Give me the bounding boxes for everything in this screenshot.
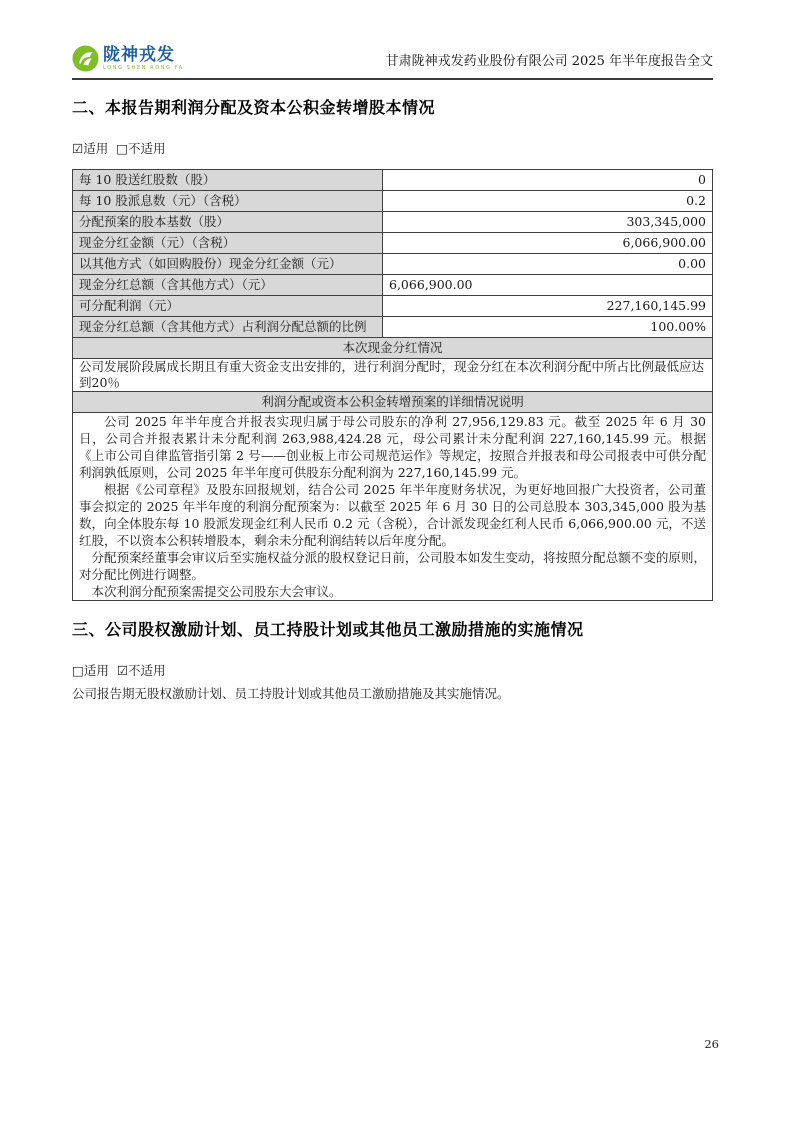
checkbox-unchecked-icon: □ — [72, 663, 84, 678]
applicable-label: 适用 — [83, 141, 109, 156]
applicable-label: 适用 — [83, 663, 109, 678]
row-label: 现金分红金额（元）（含税） — [73, 233, 383, 254]
row-value: 0.00 — [383, 254, 713, 275]
section2-applicability — [72, 139, 713, 157]
row-value: 6,066,900.00 — [383, 275, 713, 296]
table-row — [73, 233, 713, 254]
not-applicable-label: 不适用 — [128, 141, 166, 156]
detail-paragraph: 本次利润分配预案需提交公司股东大会审议。 — [91, 584, 342, 599]
table-row — [73, 275, 713, 296]
row-value: 0 — [383, 170, 713, 191]
table-row — [73, 170, 713, 191]
row-value: 100.00% — [383, 317, 713, 338]
section3-body: 公司报告期无股权激励计划、员工持股计划或其他员工激励措施及其实施情况。 — [72, 686, 510, 701]
detail-paragraph: 公司 2025 年半年度合并报表实现归属于母公司股东的净利 27,956,129.83 元。截至 2025 年 6 月 30 日，公司合并报表累计未分配利润 263,988,424.28 元，母公司累计未分配利润 227,160,145.99 元。根据《上市公司自律监管指引第 2 号——创业板上市公司规范运作》等规定，按照合并报表和母公司报表中可供分配利润孰低原则，公司 2025 年半年度可供股东分配利润为 227,160,145.99 元。 — [79, 414, 706, 480]
logo-name-en: LONG SHEN RONG FA — [103, 64, 184, 71]
row-label: 每 10 股派息数（元）（含税） — [73, 191, 383, 212]
cash-dividend-note: 公司发展阶段属成长期且有重大资金支出安排的，进行利润分配时，现金分红在本次利润分配中所占比例最低应达到20％ — [73, 359, 713, 392]
checkbox-unchecked-icon: □ — [116, 141, 129, 156]
company-logo — [72, 45, 184, 72]
table-detail-row — [73, 413, 713, 601]
section2-title: 二、本报告期利润分配及资本公积金转增股本情况 — [72, 98, 436, 117]
row-value: 0.2 — [383, 191, 713, 212]
row-value: 303,345,000 — [383, 212, 713, 233]
logo-leaf-icon — [72, 45, 99, 72]
table-subheader-row — [73, 338, 713, 359]
cash-dividend-header: 本次现金分红情况 — [73, 338, 713, 359]
row-label: 现金分红总额（含其他方式）占利润分配总额的比例 — [73, 317, 383, 338]
profit-distribution-table — [72, 169, 713, 601]
row-label: 可分配利润（元） — [73, 296, 383, 317]
row-label: 分配预案的股本基数（股） — [73, 212, 383, 233]
row-value: 6,066,900.00 — [383, 233, 713, 254]
detail-paragraph: 分配预案经董事会审议后至实施权益分派的股权登记日前，公司股本如发生变动，将按照分配总额不变的原则，对分配比例进行调整。 — [79, 550, 706, 582]
detail-cell — [73, 413, 713, 601]
detail-header: 利润分配或资本公积金转增预案的详细情况说明 — [73, 392, 713, 413]
row-label: 现金分红总额（含其他方式）（元） — [73, 275, 383, 296]
section3-applicability — [72, 661, 713, 679]
row-label: 每 10 股送红股数（股） — [73, 170, 383, 191]
table-row — [73, 296, 713, 317]
checkbox-checked-icon: ☑ — [116, 663, 129, 678]
row-value: 227,160,145.99 — [383, 296, 713, 317]
page-number: 26 — [704, 1037, 719, 1051]
table-row — [73, 191, 713, 212]
not-applicable-label: 不适用 — [128, 663, 166, 678]
document-title: 甘肃陇神戎发药业股份有限公司 2025 年半年度报告全文 — [385, 54, 713, 69]
table-row — [73, 317, 713, 338]
section3-title: 三、公司股权激励计划、员工持股计划或其他员工激励措施的实施情况 — [72, 620, 584, 639]
logo-text — [103, 44, 184, 71]
table-row — [73, 212, 713, 233]
table-subheader-row — [73, 392, 713, 413]
table-row — [73, 254, 713, 275]
detail-paragraph: 根据《公司章程》及股东回报规划，结合公司 2025 年半年度财务状况，为更好地回报广大投资者，公司董事会拟定的 2025 年半年度的利润分配预案为：以截至 2025 年 6 月 30 日的公司总股本 303,345,000 股为基数，向全体股东每 10 股派发现金红利人民币 0.2 元（含税），合计派发现金红利人民币 6,066,900.00 元，不送红股，不以资本公积转增股本，剩余未分配利润结转以后年度分配。 — [79, 482, 706, 548]
row-label: 以其他方式（如回购股份）现金分红金额（元） — [73, 254, 383, 275]
page-header — [72, 0, 713, 80]
logo-name-cn: 陇神戎发 — [103, 44, 175, 65]
table-note-row — [73, 359, 713, 392]
checkbox-checked-icon: ☑ — [72, 141, 84, 156]
